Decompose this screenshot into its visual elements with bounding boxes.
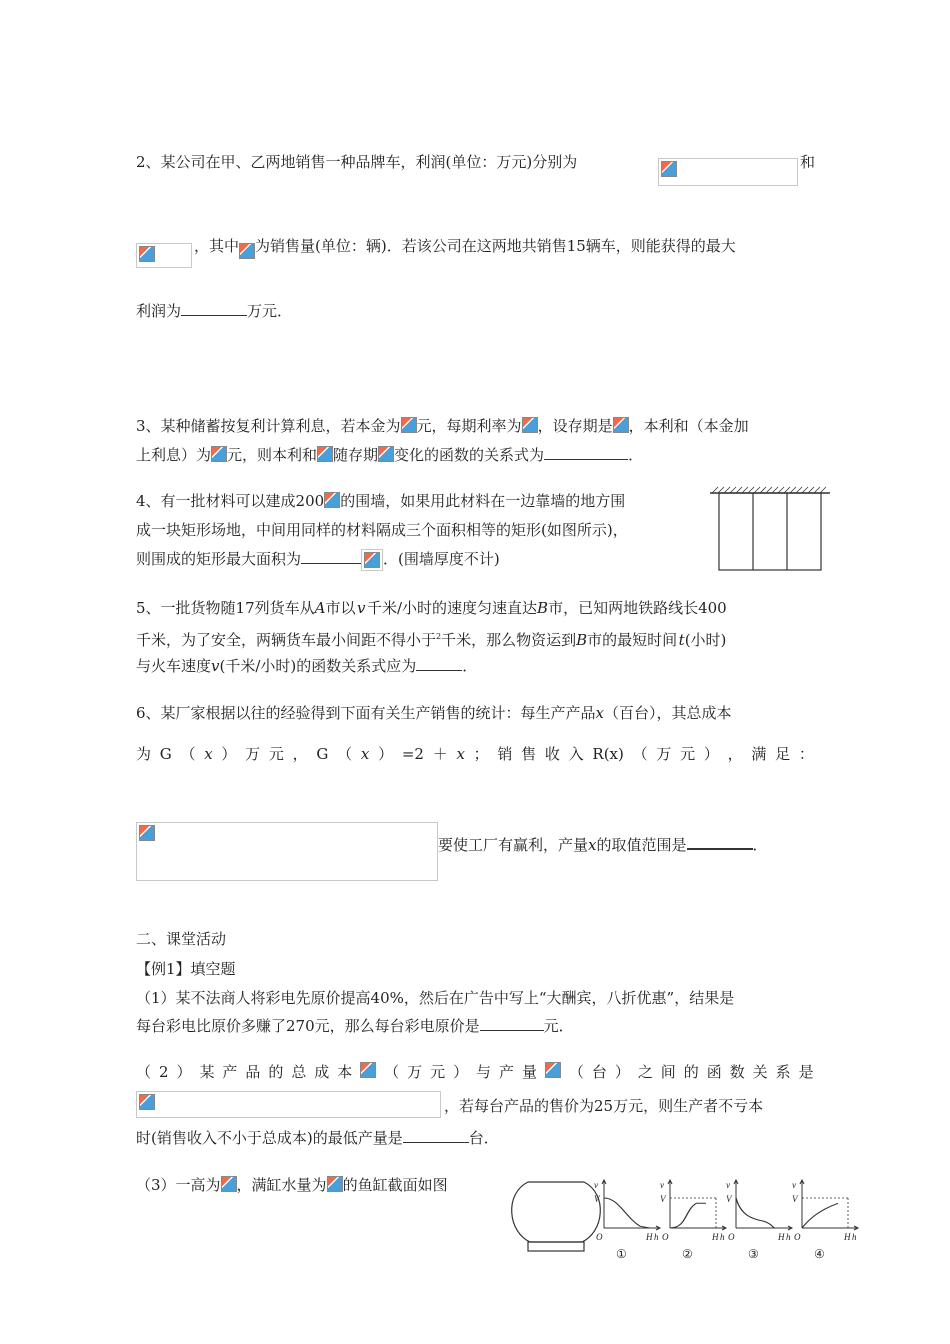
quantity-var-image — [545, 1062, 561, 1078]
H-label: H — [712, 1232, 719, 1242]
period-image — [613, 417, 629, 433]
spaced-word: 与 — [476, 1063, 492, 1081]
h-label: h — [852, 1232, 857, 1242]
V-label: V — [660, 1194, 666, 1204]
spaced-word: 本 — [337, 1063, 353, 1081]
spaced-word: 万 — [407, 1063, 423, 1081]
q4-line2: 成一块矩形场地，中间用同样的材料隔成三个面积相等的矩形(如图所示)， — [136, 521, 628, 539]
spaced-word: 间 — [660, 1063, 676, 1081]
spaced-word: （ — [384, 1063, 400, 1081]
H-label: H — [646, 1232, 653, 1242]
spaced-word: ） — [453, 1063, 469, 1081]
spaced-word: 万 — [656, 745, 672, 763]
spaced-word: ） — [378, 745, 394, 763]
origin-label: O — [794, 1232, 801, 1242]
period-var-image — [378, 446, 394, 462]
V-label: V — [594, 1194, 600, 1204]
spaced-word: ） — [221, 745, 237, 763]
spaced-word: 是 — [798, 1063, 814, 1081]
q5-line2: 千米，为了安全，两辆货车最小间距不得小于$^2$千米，那么物资运到B市的最短时间 t(小时) — [136, 631, 727, 649]
p2-cost-formula-image — [136, 1091, 441, 1118]
volume-image — [327, 1176, 343, 1192]
q4-line3: 则围成的矩形最大面积为 ．(围墙厚度不计) — [136, 549, 500, 571]
cost-var-image — [360, 1062, 376, 1078]
spaced-word: 成 — [314, 1063, 330, 1081]
spaced-word: 品 — [245, 1063, 261, 1081]
graph-number: ④ — [814, 1247, 825, 1261]
spaced-word: 之 — [637, 1063, 653, 1081]
fish-tank-figure — [508, 1176, 604, 1258]
example-label: 【例1】填空题 — [136, 960, 236, 978]
q6-line1: 6、某厂家根据以往的经验得到下面有关生产销售的统计：每生产产品x（百台），其总成本 — [136, 704, 732, 722]
q3-line2: 上利息）为 元，则本利和 随存期 变化的函数的关系式为 ． — [136, 446, 644, 464]
spaced-word: 满 — [751, 745, 767, 763]
sum-var-image — [317, 446, 333, 462]
p3-line: （3）一高为 ，满缸水量为 的鱼缸截面如图 — [136, 1176, 448, 1194]
answer-blank[interactable] — [687, 834, 753, 850]
v-label: v — [660, 1180, 664, 1190]
sum-image — [211, 446, 227, 462]
spaced-word: 销 — [497, 745, 513, 763]
spaced-word: 函 — [706, 1063, 722, 1081]
v-label: v — [792, 1180, 796, 1190]
spaced-word: x — [456, 745, 465, 763]
graph-number: ① — [616, 1247, 627, 1261]
volume-curve — [736, 1198, 774, 1228]
V-label: V — [792, 1194, 798, 1204]
origin-label: O — [662, 1232, 669, 1242]
p1-line2: 每台彩电比原价多赚了270元，那么每台彩电原价是 元． — [136, 1017, 574, 1035]
principal-image — [401, 417, 417, 433]
v-label: v — [726, 1180, 730, 1190]
q5-line3: 与火车速度v(千米/小时)的函数关系式应为 ． — [136, 657, 478, 675]
spaced-word: ） — [614, 1063, 630, 1081]
spaced-word: 台 — [591, 1063, 607, 1081]
spaced-word: G — [159, 745, 172, 763]
spaced-word: ） — [703, 745, 719, 763]
q2-line1-end: 和 — [800, 153, 816, 171]
spaced-word: （ — [136, 1063, 152, 1081]
spaced-word: ： — [798, 745, 814, 763]
spaced-word: x — [360, 745, 370, 763]
spaced-word: （ — [568, 1063, 584, 1081]
q5-line1: 5、一批货物随17列货车从A市以 v 千米/小时的速度匀速直达B市，已知两地铁路线长400 — [136, 599, 727, 617]
spaced-word: 收 — [544, 745, 560, 763]
origin-label: O — [728, 1232, 735, 1242]
spaced-word: ） — [176, 1063, 192, 1081]
spaced-word: （ — [180, 745, 196, 763]
spaced-word: 系 — [775, 1063, 791, 1081]
origin-label: O — [596, 1232, 603, 1242]
spaced-word: 总 — [291, 1063, 307, 1081]
spaced-word: =2 — [401, 745, 424, 763]
spaced-word: 足 — [775, 745, 791, 763]
p2-line1 — [136, 1062, 814, 1082]
spaced-word: （ — [337, 745, 353, 763]
spaced-word: 某 — [199, 1063, 215, 1081]
q6-revenue-formula-image — [136, 822, 438, 881]
spaced-word: 量 — [521, 1063, 537, 1081]
p2-line2: ，若每台产品的售价为25万元，则生产者不亏本 — [444, 1097, 764, 1115]
height-image — [221, 1176, 237, 1192]
spaced-word: 2 — [158, 1063, 169, 1081]
spaced-word: 入 — [568, 745, 584, 763]
H-label: H — [778, 1232, 785, 1242]
q2-line1: 2、某公司在甲、乙两地销售一种品牌车，利润(单位：万元)分别为 — [136, 153, 578, 171]
spaced-word: ， — [292, 745, 308, 763]
volume-curve — [604, 1198, 650, 1228]
p1-line1: （1）某不法商人将彩电先原价提高40%，然后在广告中写上“大酬宾，八折优惠”，结果是 — [136, 989, 735, 1007]
h-label: h — [654, 1232, 659, 1242]
x-variable-image — [239, 243, 255, 259]
q2-line3: 利润为 万元． — [136, 302, 293, 320]
answer-blank[interactable] — [403, 1128, 469, 1143]
spaced-word: ， — [727, 745, 743, 763]
volume-graphs — [594, 1176, 857, 1266]
V-label: V — [726, 1194, 732, 1204]
section-heading: 二、课堂活动 — [136, 930, 227, 948]
q4-line1: 4、有一批材料可以建成200 的围墙，如果用此材料在一边靠墙的地方围 — [136, 492, 626, 510]
answer-blank[interactable] — [301, 549, 365, 564]
spaced-word: ； — [473, 745, 489, 763]
spaced-word: G — [316, 745, 329, 763]
h-label: h — [720, 1232, 725, 1242]
h-label: h — [786, 1232, 791, 1242]
spaced-word: 元 — [680, 745, 696, 763]
q3-line1: 3、某种储蓄按复利计算利息，若本金为 元，每期利率为 ，设存期是 ，本利和（本金加 — [136, 417, 749, 435]
volume-curve — [670, 1203, 706, 1228]
spaced-word: （ — [632, 745, 648, 763]
spaced-word: 关 — [752, 1063, 768, 1081]
spaced-word: 的 — [683, 1063, 699, 1081]
q2-line2: ，其中 为销售量(单位：辆)．若该公司在这两地共销售15辆车，则能获得的最大 — [194, 236, 736, 259]
spaced-word: 元 — [430, 1063, 446, 1081]
q6-line3: 要使工厂有赢利，产量x的取值范围是 ． — [438, 836, 768, 854]
H-label: H — [844, 1232, 851, 1242]
graph-number: ② — [682, 1247, 693, 1261]
p2-line3: 时(销售收入不小于总成本)的最低产量是 台． — [136, 1129, 499, 1147]
v-label: v — [594, 1180, 598, 1190]
answer-blank[interactable] — [416, 656, 462, 671]
spaced-word: ＋ — [432, 745, 448, 763]
spaced-word: 万 — [245, 745, 261, 763]
q6-line2 — [136, 744, 814, 764]
spaced-word: x — [204, 745, 213, 763]
unit-image — [324, 492, 340, 508]
area-unit-image — [361, 549, 383, 571]
rate-image — [522, 417, 538, 433]
spaced-word: 售 — [521, 745, 537, 763]
enclosure-figure — [708, 484, 834, 574]
answer-blank[interactable] — [181, 301, 247, 316]
answer-blank[interactable] — [544, 445, 628, 460]
spaced-word: 的 — [268, 1063, 284, 1081]
spaced-word: 产 — [499, 1063, 515, 1081]
spaced-word: 为 — [136, 745, 152, 763]
graph-number: ③ — [748, 1247, 759, 1261]
q2-formula-image-1 — [658, 158, 798, 186]
spaced-word: 元 — [268, 745, 284, 763]
spaced-word: 产 — [222, 1063, 238, 1081]
q2-formula-image-2 — [136, 243, 192, 268]
spaced-word: 数 — [729, 1063, 745, 1081]
answer-blank[interactable] — [480, 1016, 544, 1031]
volume-curve — [802, 1203, 838, 1228]
spaced-word: R(x) — [592, 745, 624, 763]
